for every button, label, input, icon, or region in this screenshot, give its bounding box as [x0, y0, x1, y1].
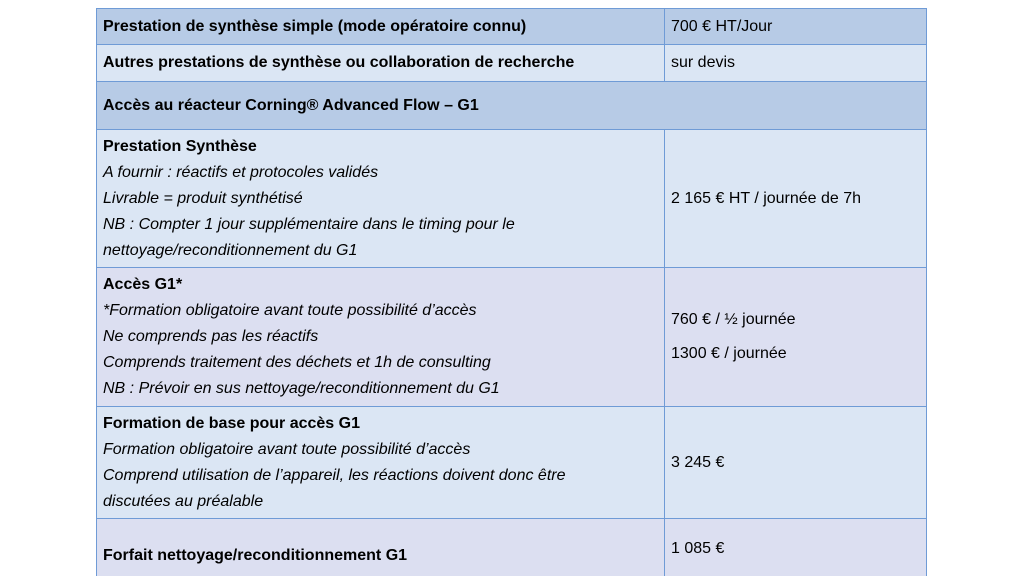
service-note: discutées au préalable	[103, 492, 264, 510]
service-note: NB : Compter 1 jour supplémentaire dans le timing pour le	[103, 215, 515, 233]
service-label	[97, 130, 665, 268]
service-note: nettoyage/reconditionnement du G1	[103, 241, 358, 259]
service-note: Comprends traitement des déchets et 1h de consulting	[103, 354, 491, 371]
price-cell	[665, 130, 927, 268]
table-row	[97, 130, 927, 268]
service-note: Ne comprends pas les réactifs	[103, 328, 319, 345]
service-note: Formation obligatoire avant toute possibilité d’accès	[103, 440, 471, 458]
price-value: 2 165 € HT / journée de 7h	[671, 189, 862, 207]
price-value: 700 € HT/Jour	[671, 17, 773, 35]
price-cell	[665, 268, 927, 407]
price-value: 760 € / ½ journée	[671, 311, 796, 328]
table-row	[97, 9, 927, 45]
service-title: Forfait nettoyage/reconditionnement G1	[103, 546, 408, 564]
price-cell	[665, 407, 927, 519]
table-row	[97, 407, 927, 519]
service-note: A fournir : réactifs et protocoles validés	[103, 163, 379, 181]
section-header	[97, 82, 927, 130]
table-row	[97, 45, 927, 82]
price-value: sur devis	[671, 54, 736, 71]
service-note: NB : Prévoir en sus nettoyage/reconditionnement du G1	[103, 380, 500, 397]
service-title: Formation de base pour accès G1	[103, 414, 360, 432]
service-title: Prestation Synthèse	[103, 137, 257, 155]
service-note: Comprend utilisation de l’appareil, les réactions doivent donc être	[103, 466, 566, 484]
price-cell	[665, 9, 927, 45]
service-label	[97, 268, 665, 407]
service-label	[97, 9, 665, 45]
service-label	[97, 407, 665, 519]
service-note: Livrable = produit synthétisé	[103, 189, 303, 207]
service-note: *Formation obligatoire avant toute possibilité d’accès	[103, 302, 477, 319]
section-header-row	[97, 82, 927, 130]
service-label	[97, 45, 665, 82]
price-table	[96, 8, 927, 576]
price-value: 1 085 €	[671, 539, 725, 557]
price-value: 3 245 €	[671, 453, 725, 471]
service-title: Prestation de synthèse simple (mode opératoire connu)	[103, 17, 527, 35]
table-row	[97, 268, 927, 407]
price-value: 1300 € / journée	[671, 345, 787, 362]
section-title: Accès au réacteur Corning® Advanced Flow – G1	[103, 96, 479, 114]
service-label	[97, 519, 665, 576]
price-cell	[665, 519, 927, 576]
service-title: Accès G1*	[103, 276, 183, 293]
price-cell	[665, 45, 927, 82]
table-row	[97, 519, 927, 576]
service-title: Autres prestations de synthèse ou collaboration de recherche	[103, 54, 575, 71]
